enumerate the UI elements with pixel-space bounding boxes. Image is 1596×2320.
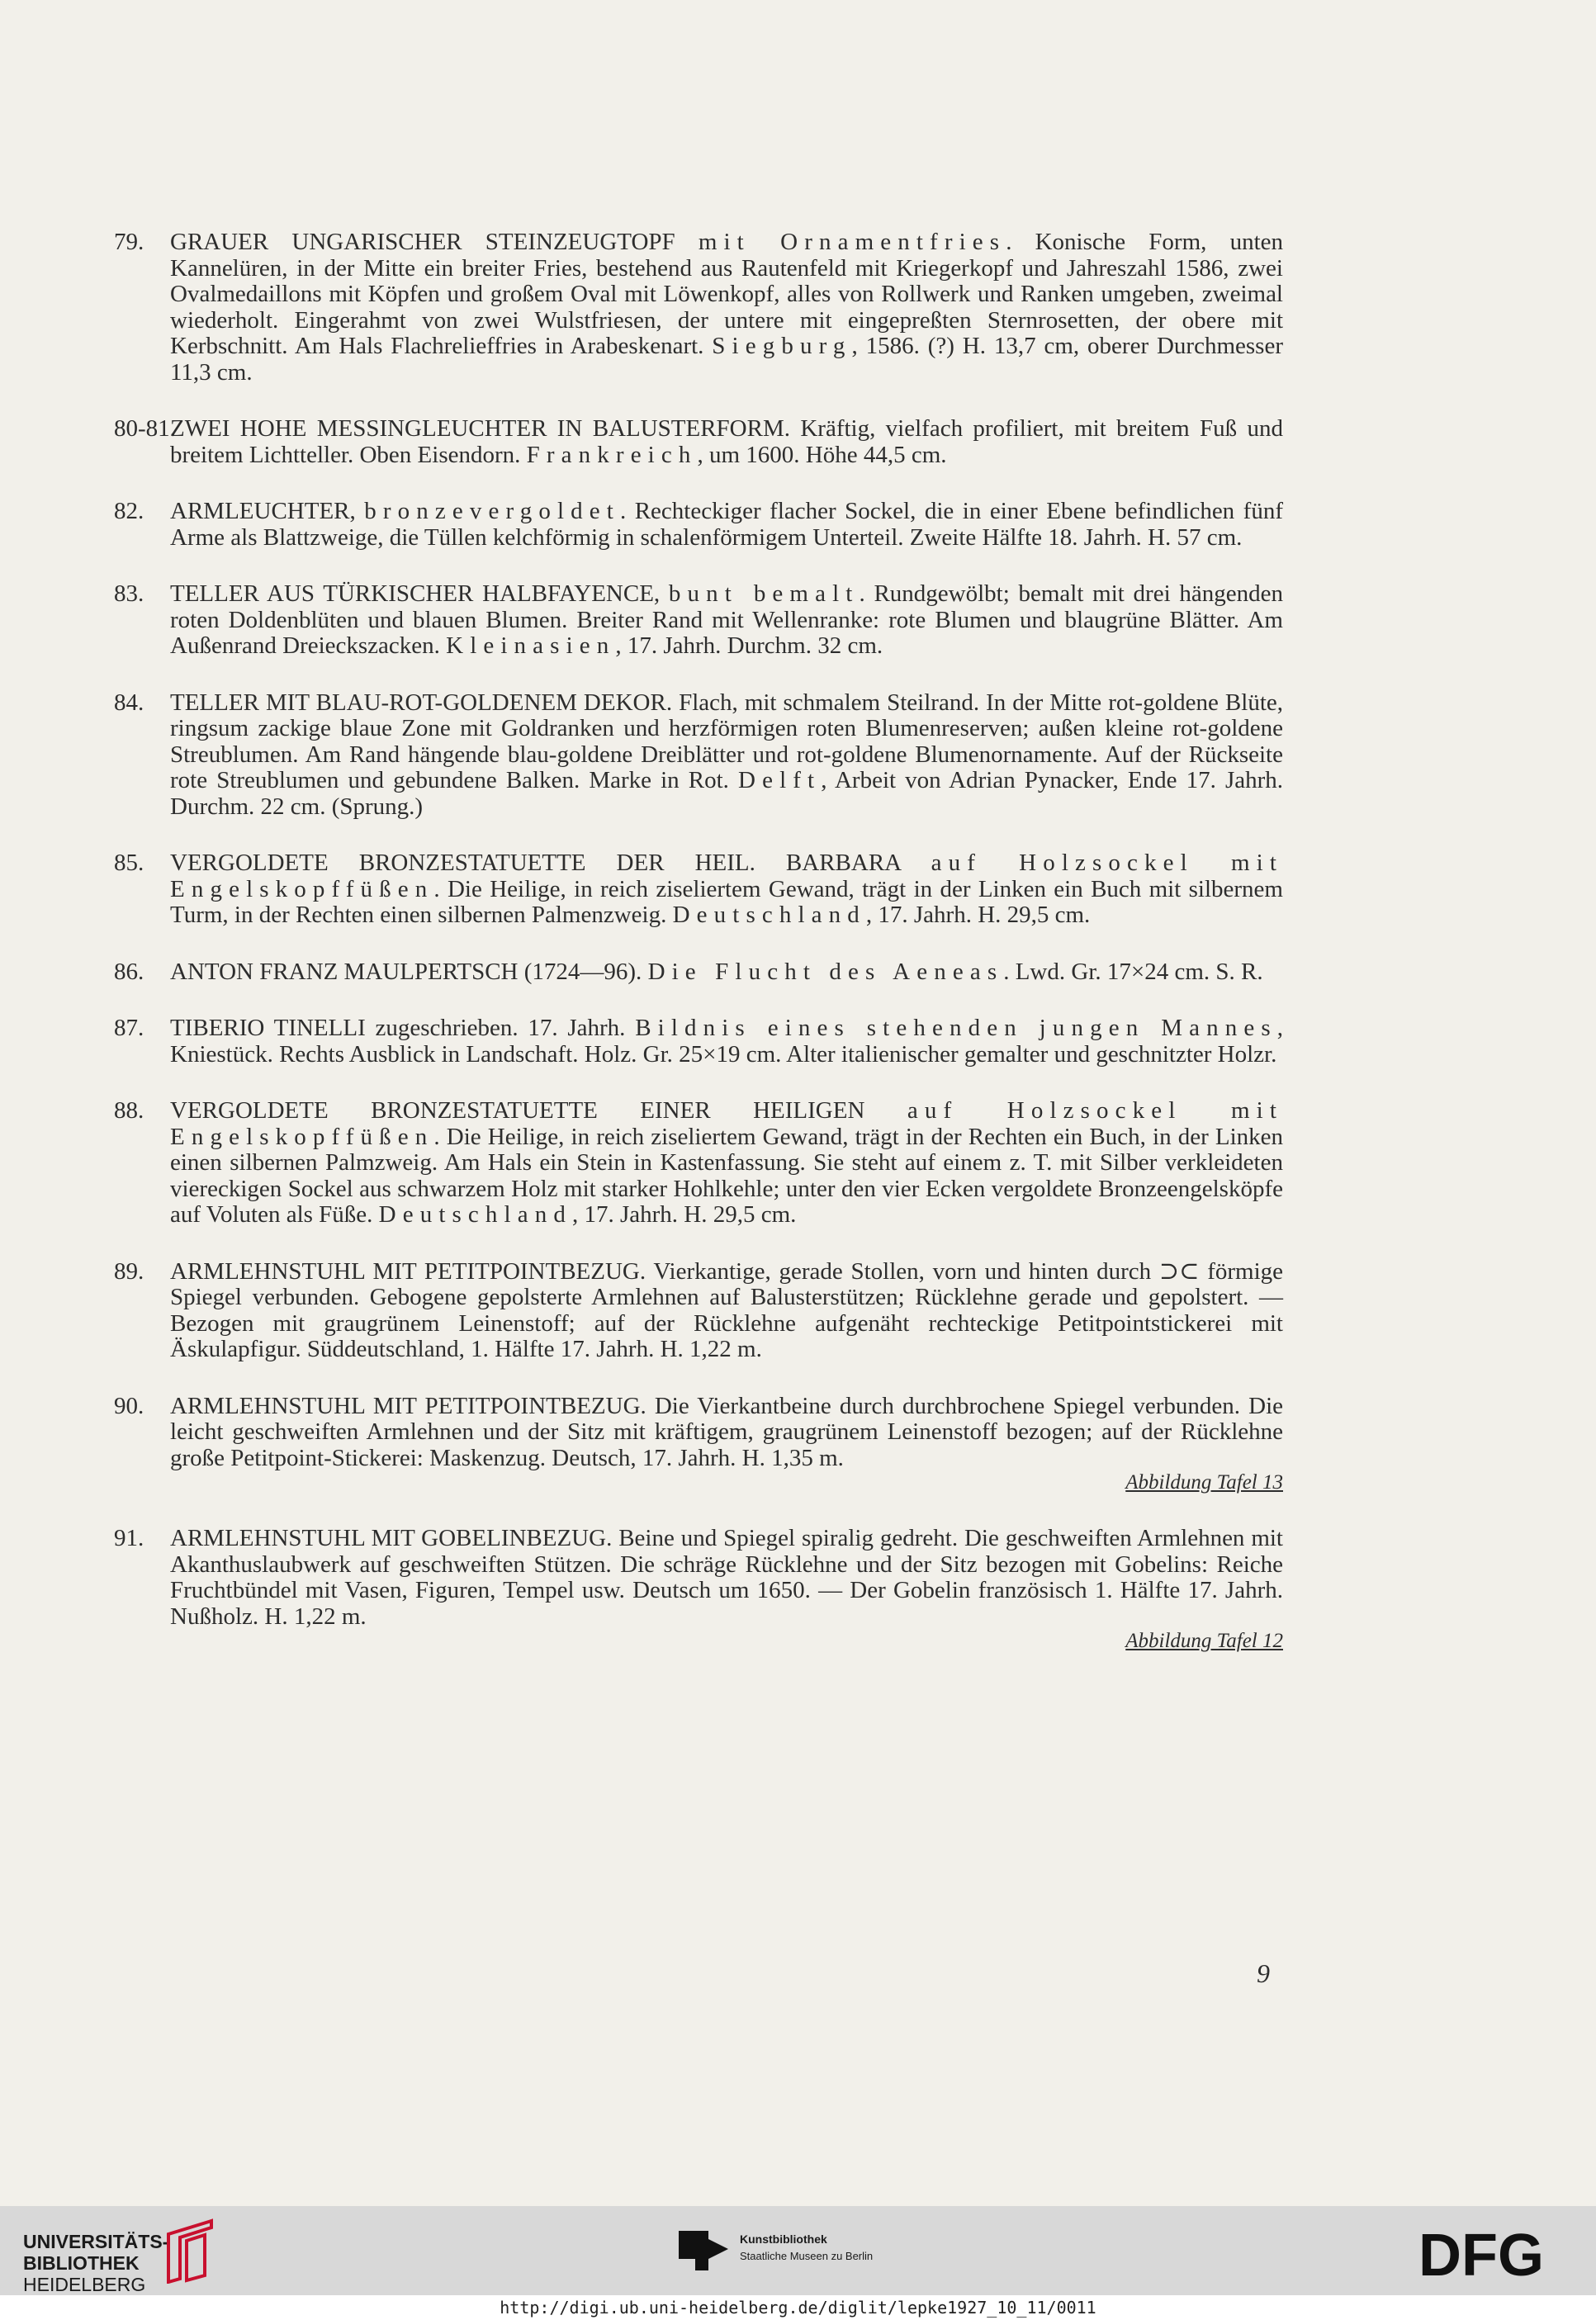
entry-number: 85. <box>114 850 144 876</box>
ub-line-1: UNIVERSITÄTS- <box>23 2231 169 2252</box>
entry-text-segment: . Konische Form, unten Kannelüren, in der Mitte ein breiter Fries, bestehend aus Rautenfeld mit Kriegerkopf und Jahreszahl 1586, zwei Ovalmedaillons mit Köpfen und großem Oval mit Löwenkopf, alles von Rollwerk und Ranken umgeben, zweimal wiederholt. Eingerahmt von zwei Wulstfriesen, der untere mit eingepreßten Sternrosetten, der obere mit Kerbschnitt. Am Hals Flachrelieffries in Arabeskenart. <box>170 229 1283 359</box>
catalog-entry <box>114 1526 1283 1654</box>
entry-text-segment: . Rundgewölbt; bemalt mit drei hängenden roten Doldenblüten und blauen Blumen. Breiter Rand mit Wellenranke: rote Blumen und blaugrüne Blätter. Am Außenrand Dreieckszacken. <box>170 580 1283 659</box>
entry-text <box>170 1097 1283 1228</box>
entry-text-segment: , 17. Jahrh. H. 29,5 cm. <box>571 1201 797 1228</box>
entry-text-segment: . Die Heilige, in reich ziseliertem Gewand, trägt in der Linken ein Buch mit silbernem Turm, in der Rechten einen silbernen Palmenzweig. <box>170 875 1283 928</box>
entry-text <box>170 1258 1283 1363</box>
entry-text <box>170 1525 1283 1630</box>
kunstbibliothek-logo-icon <box>679 2231 730 2272</box>
entry-text-segment: , 1586. (?) H. 13,7 cm, oberer Durchmesser 11,3 cm. <box>170 333 1283 386</box>
catalog-entry <box>114 690 1283 821</box>
entry-text-segment: GRAUER UNGARISCHER STEINZEUGTOPF <box>170 229 699 255</box>
entry-text-segment: TIBERIO TINELLI zugeschrieben. 17. Jahrh. <box>170 1015 636 1041</box>
catalog-entry <box>114 581 1283 660</box>
spaced-emphasis: Frankreich <box>526 441 698 468</box>
entry-text <box>170 1015 1283 1068</box>
entry-text-segment: , Kniestück. Rechts Ausblick in Landschaft. Holz. Gr. 25×19 cm. Alter italienischer gemalter und geschnitzter Holzr. <box>170 1015 1283 1068</box>
entry-text-segment: ARMLEHNSTUHL MIT PETITPOINTBEZUG. Die Vierkantbeine durch durchbrochene Spiegel verbunden. Die leicht geschweiften Armlehnen und der Sitz mit kräftigem, graugrünem Leinenstoff bezogen; auf der Rücklehne große Petitpoint-Stickerei: Maskenzug. Deutsch, 17. Jahrh. H. 1,35 m. <box>170 1392 1283 1471</box>
catalog-entry <box>114 230 1283 386</box>
entry-text-segment: , Arbeit von Adrian Pynacker, Ende 17. Jahrh. Durchm. 22 cm. (Sprung.) <box>170 767 1284 820</box>
entry-text-segment: . Die Heilige, in reich ziseliertem Gewand, trägt in der Rechten ein Buch, in der Linken einen silbernen Palmzweig. Am Hals ein Stein in Kastenfassung. Sie steht auf einem z. T. mit Silber verkleideten viereckigen Sockel aus schwarzem Holz mit starker Hohlkehle; unter den vier Ecken vergoldete Bronzeengelsköpfe auf Voluten als Füße. <box>170 1123 1283 1228</box>
catalog-entries <box>114 230 1283 1684</box>
entry-text-segment: ARMLEHNSTUHL MIT GOBELINBEZUG. Beine und Spiegel spiralig gedreht. Die geschweiften Armlehnen mit Akanthuslaubwerk auf geschweiften Stützen. Die schräge Rücklehne und der Sitz bezogen mit Gobelins: Reiche Fruchtbündel mit Vasen, Figuren, Tempel usw. Deutsch um 1650. — Der Gobelin französisch 1. Hälfte 17. Jahrh. Nußholz. H. 1,22 m. <box>170 1525 1283 1630</box>
plate-reference: Abbildung Tafel 13 <box>1125 1471 1283 1494</box>
entry-text-segment: ARMLEUCHTER, <box>170 498 365 524</box>
entry-text-segment: , 17. Jahrh. Durchm. 32 cm. <box>615 632 883 659</box>
entry-text-segment: ANTON FRANZ MAULPERTSCH (1724—96). <box>170 958 648 985</box>
entry-number: 89. <box>114 1257 144 1285</box>
ub-line-2: BIBLIOTHEK <box>23 2252 140 2274</box>
catalog-entry <box>114 416 1283 468</box>
spaced-emphasis: bunt bemalt <box>668 580 860 607</box>
entry-number: 80-81. <box>114 415 176 442</box>
spaced-emphasis: Die Flucht des Aeneas <box>647 958 1004 985</box>
entry-number: 84. <box>114 689 144 716</box>
entry-text-segment: . Lwd. Gr. 17×24 cm. S. R. <box>1003 958 1263 985</box>
entry-text <box>170 850 1283 928</box>
entry-text-segment: TELLER MIT BLAU-ROT-GOLDENEM DEKOR. Flach, mit schmalem Steilrand. In der Mitte rot-goldene Blüte, ringsum zackige blaue Zone mit Goldranken und herzförmigen roten Blumenreserven; außen kleine rot-goldene Streublumen. Am Rand hängende blau-goldene Dreiblätter und rot-goldene Blumenornamente. Auf der Rückseite rote Streublumen und gebundene Balken. Marke in Rot. <box>170 689 1283 793</box>
plate-reference: Abbildung Tafel 12 <box>1125 1630 1283 1652</box>
entry-text-segment: ZWEI HOHE MESSINGLEUCHTER IN BALUSTERFORM. Kräftig, vielfach profiliert, mit breitem Fuß und breitem Lichtteller. Oben Eisendorn. <box>170 415 1283 468</box>
entry-text <box>170 498 1283 551</box>
spaced-emphasis: Bildnis eines stehenden jungen Mannes <box>635 1015 1277 1041</box>
spaced-emphasis: Deutschland <box>672 902 866 928</box>
spaced-emphasis: Siegburg <box>712 333 852 359</box>
ub-line-3: HEIDELBERG <box>23 2274 146 2295</box>
entry-text <box>170 415 1283 468</box>
spaced-emphasis: Deutschland <box>378 1201 572 1228</box>
ub-heidelberg-wordmark[interactable] <box>23 2231 168 2295</box>
entry-number: 91. <box>114 1525 144 1551</box>
kunstbibliothek-wordmark[interactable] <box>740 2231 873 2265</box>
entry-text-segment: VERGOLDETE BRONZESTATUETTE DER HEIL. BARBARA <box>170 850 931 876</box>
entry-number: 86. <box>114 958 144 985</box>
catalog-entry <box>114 1394 1283 1496</box>
spaced-emphasis: auf Holzsockel mit Engelskopffüßen <box>170 1097 1283 1150</box>
catalog-entry <box>114 1259 1283 1363</box>
catalog-entry <box>114 499 1283 551</box>
entry-text-segment: , um 1600. Höhe 44,5 cm. <box>697 441 947 468</box>
entry-text-segment: . Rechteckiger flacher Sockel, die in einer Ebene befindlichen fünf Arme als Blattzweige, die Tüllen kelchförmig in schalenförmigem Unterteil. Zweite Hälfte 18. Jahrh. H. 57 cm. <box>170 498 1283 551</box>
entry-text <box>170 689 1283 820</box>
catalog-entry <box>114 1098 1283 1229</box>
footer-bar <box>0 2206 1596 2295</box>
spaced-emphasis: auf Holzsockel mit Engelskopffüßen <box>170 850 1283 902</box>
catalog-entry <box>114 1016 1283 1068</box>
page-url[interactable]: http://digi.ub.uni-heidelberg.de/diglit/lepke1927_10_11/0011 <box>500 2298 1096 2318</box>
catalog-entry <box>114 850 1283 929</box>
dfg-logo[interactable] <box>1418 2229 1575 2280</box>
entry-number: 90. <box>114 1392 144 1419</box>
entry-text <box>170 959 1263 985</box>
entry-text-segment: VERGOLDETE BRONZESTATUETTE EINER HEILIGEN <box>170 1097 907 1124</box>
entry-number: 87. <box>114 1015 144 1041</box>
page-number: 9 <box>1257 1958 1270 1988</box>
entry-number: 79. <box>114 229 144 255</box>
entry-number: 83. <box>114 580 144 607</box>
entry-text <box>170 580 1283 659</box>
ub-heidelberg-logo-icon <box>162 2218 220 2284</box>
entry-text-segment: ARMLEHNSTUHL MIT PETITPOINTBEZUG. Vierkantige, gerade Stollen, vorn und hinten durch ⊃⊂ förmige Spiegel verbunden. Gebogene gepolsterte Armlehnen auf Balusterstützen; Rücklehne gerade und gepolstert. — Bezogen mit graugrünem Leinenstoff; auf der Rücklehne aufgenäht rechteckige Petitpointstickerei mit Äskulapfigur. Süddeutschland, 1. Hälfte 17. Jahrh. H. 1,22 m. <box>170 1257 1283 1362</box>
entry-text <box>170 1393 1283 1471</box>
entry-number: 82. <box>114 498 144 524</box>
entry-text <box>170 229 1283 386</box>
kb-title: Kunstbibliothek <box>740 2232 827 2246</box>
entry-text-segment: , 17. Jahrh. H. 29,5 cm. <box>865 902 1091 928</box>
spaced-emphasis: mit Ornamentfries <box>698 229 1006 255</box>
spaced-emphasis: Kleinasien <box>446 632 616 659</box>
entry-text-segment: TELLER AUS TÜRKISCHER HALBFAYENCE, <box>170 580 669 607</box>
kb-subtitle: Staatliche Museen zu Berlin <box>740 2250 874 2262</box>
entry-number: 88. <box>114 1097 144 1124</box>
spaced-emphasis: Delft <box>738 767 822 793</box>
catalog-entry <box>114 959 1283 986</box>
spaced-emphasis: bronzevergoldet <box>364 498 620 524</box>
dfg-logo-text: DFG <box>1418 2229 1544 2280</box>
